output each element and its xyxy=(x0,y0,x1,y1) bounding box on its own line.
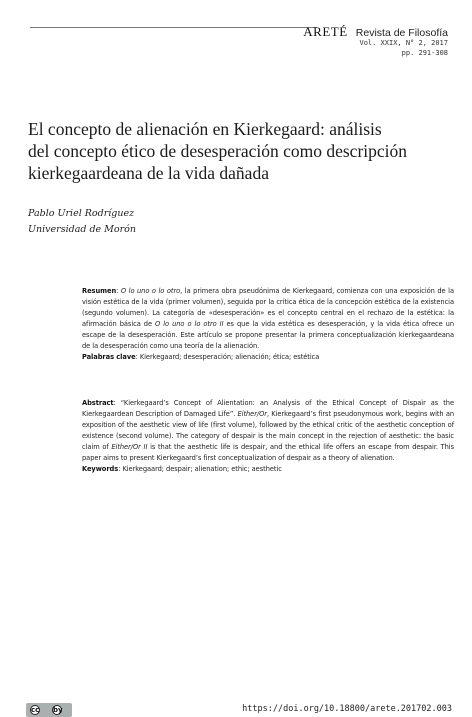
resumen-text: , la primera obra pseudónima de Kierkegaard, comienza con una exposición de la visión estética de la vida (primer volumen), seguida por la crítica ética de la concepción estética de la existencia (segundo volumen). La categoría de «desesperación» es el concepto central en el rechazo de la estética: la afirmación básica de xyxy=(82,286,454,328)
resumen-label: Resumen xyxy=(82,286,117,295)
page-range: pp. 291-308 xyxy=(401,49,448,57)
abstract-paragraph xyxy=(82,397,454,463)
abstract-block xyxy=(82,397,454,474)
journal-name: ARETÉ xyxy=(303,24,348,39)
abstract-text-2: , Kierkegaard’s first pseudonymous work, begins with an exposition of the aesthetic view of life (first volume), followed by the ethical critic of the aesthetic conception of existence (second volume). The category of despair is the main concept in the rejection of aesthetic: the basic claim of xyxy=(82,409,455,451)
resumen-block xyxy=(82,285,454,362)
resumen-sep: : xyxy=(116,286,121,295)
header-rule xyxy=(30,27,317,28)
abstract-label: Abstract xyxy=(82,398,114,407)
by-icon: by xyxy=(53,706,63,714)
palabras-clave-list: : Kierkegaard; desesperación; alienación; ética; estética xyxy=(135,352,320,361)
article-title xyxy=(28,118,458,184)
title-line: kierkegaardeana de la vida dañada xyxy=(28,163,269,183)
resumen-work-title-2: O lo uno o lo otro II xyxy=(155,319,224,328)
author-affiliation: Universidad de Morón xyxy=(28,224,137,235)
volume-info: Vol. XXIX, N° 2, 2017 xyxy=(359,39,448,47)
resumen-work-title: O lo uno o lo otro xyxy=(120,286,181,295)
abstract-work-title-2: Either/Or II xyxy=(111,442,148,451)
author-name: Pablo Uriel Rodríguez xyxy=(28,208,135,219)
journal-header xyxy=(303,24,448,40)
keywords-label: Keywords xyxy=(82,464,119,473)
resumen-paragraph xyxy=(82,285,454,351)
cc-icon: cc xyxy=(31,706,40,714)
journal-subtitle: Revista de Filosofía xyxy=(355,27,448,39)
doi-link[interactable]: https://doi.org/10.18800/arete.201702.003 xyxy=(242,704,452,714)
cc-license-badge[interactable] xyxy=(26,703,72,717)
abstract-text: : “Kierkegaard’s Concept of Alientation: an Analysis of the Ethical Concept of Dispair as the Kierkegaardean Description of Damaged Life”. xyxy=(82,398,454,418)
resumen-text-2: es que la vida estética es desesperación, y la vida ética ofrece un escape de la desesperación. Este artículo se propone presentar la primera conceptualización kierkegaardeana de la desesperación como una teoría de la alienación. xyxy=(82,319,454,350)
abstract-work-title: Either/Or xyxy=(237,409,267,418)
keywords-list: : Kierkegaard; despair; alienation; ethic; aesthetic xyxy=(118,464,282,473)
palabras-clave-label: Palabras clave xyxy=(82,352,136,361)
abstract-text-3: is that the aesthetic life is despair, and the ethical life offers an escape from despair. This paper aims to present Kierkegaard’s first conceptualization of despair as a theory of alienation. xyxy=(82,442,454,462)
palabras-clave xyxy=(82,351,454,362)
title-line: El concepto de alienación en Kierkegaard: análisis xyxy=(28,119,382,139)
title-line: del concepto ético de desesperación como descripción xyxy=(28,141,408,161)
keywords xyxy=(82,463,454,474)
